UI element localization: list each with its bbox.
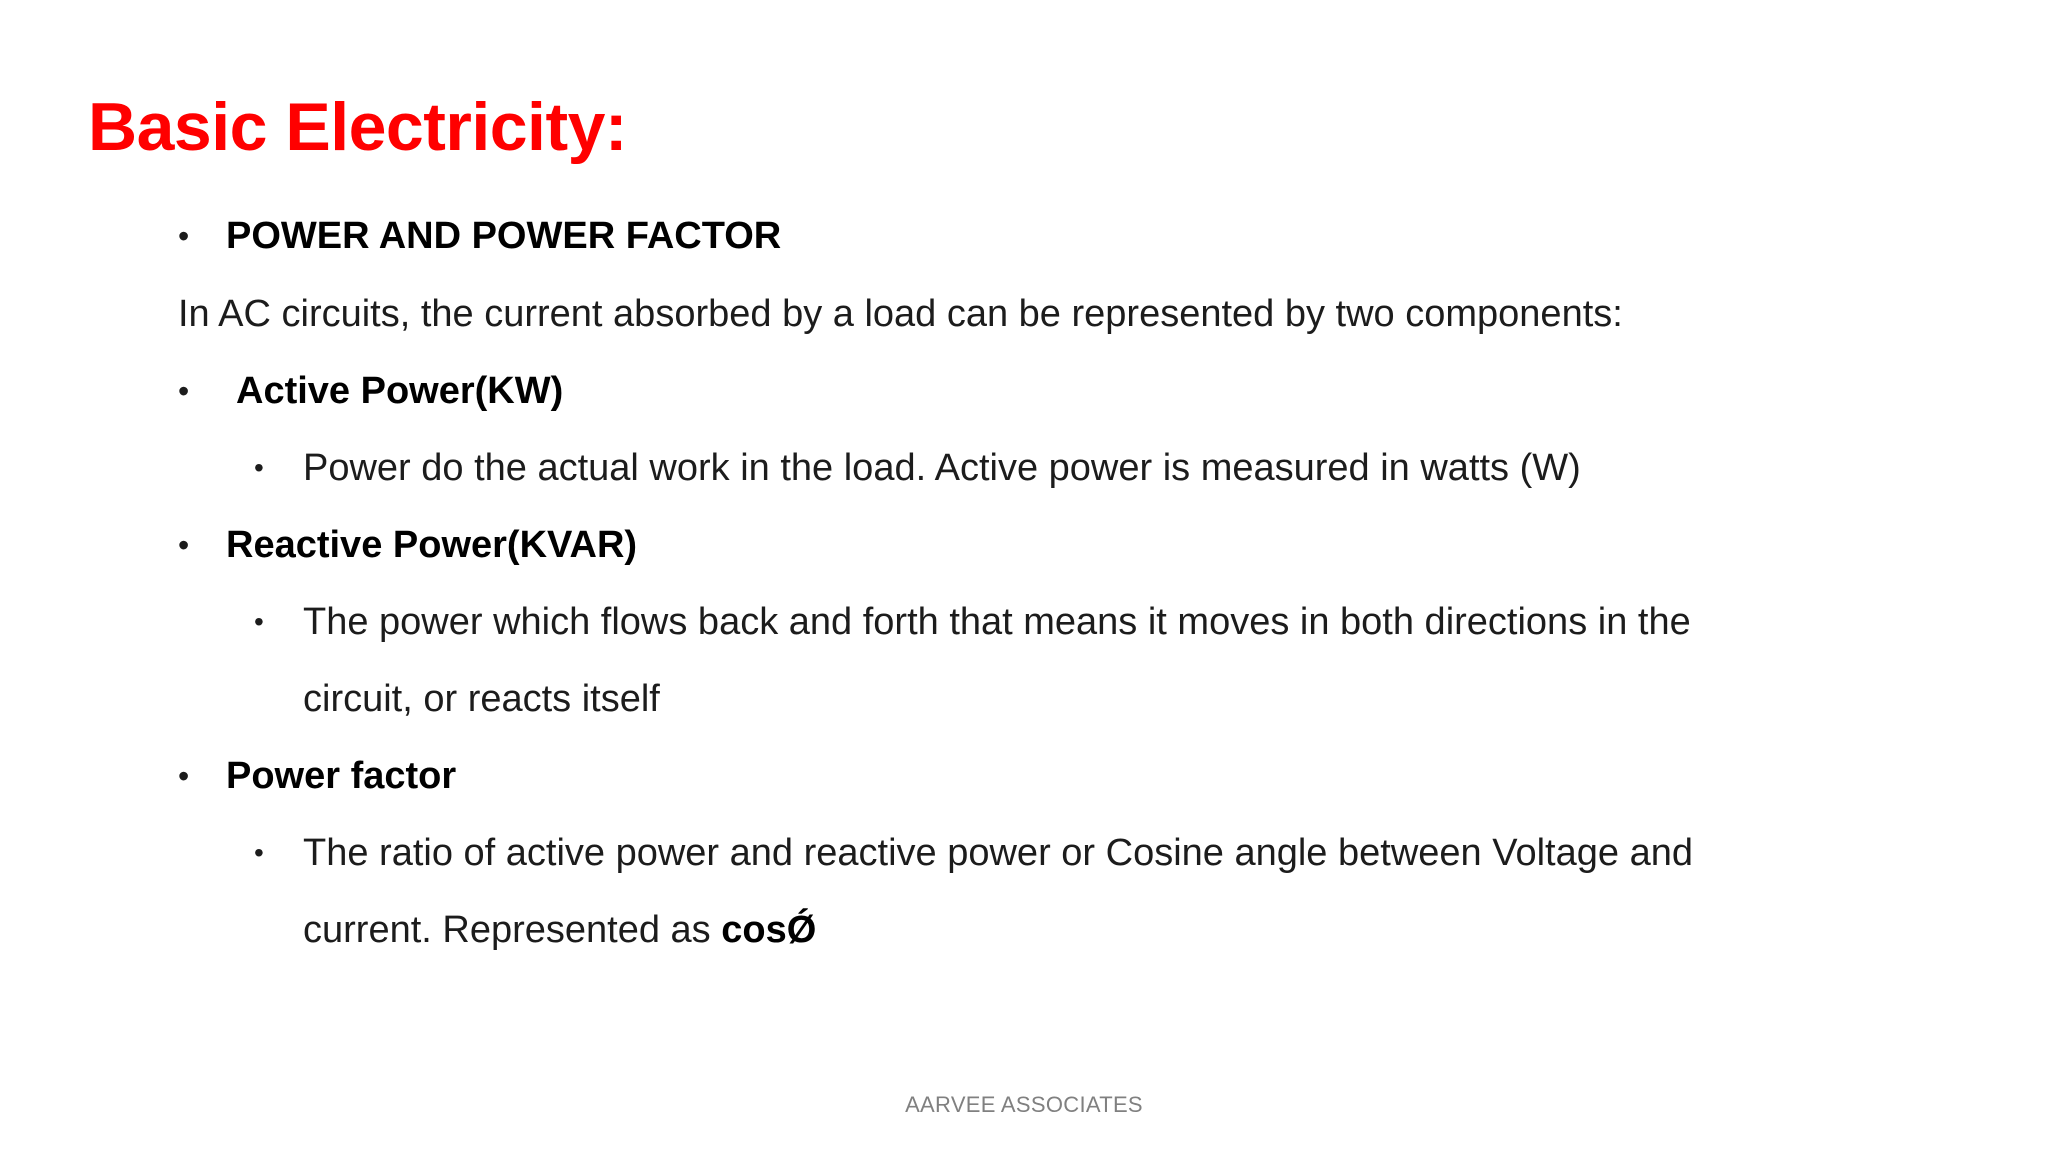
bullet-icon: • — [254, 452, 264, 483]
active-power-label: Active Power(KW) — [236, 370, 564, 412]
power-factor-description-line1: The ratio of active power and reactive power or Cosine angle between Voltage and — [303, 832, 1693, 874]
bullet-icon: • — [254, 606, 264, 637]
bullet-icon: • — [254, 837, 264, 868]
bullet-icon: • — [178, 373, 190, 409]
cos-phi-symbol: cosǾ — [721, 909, 817, 951]
intro-text: In AC circuits, the current absorbed by a load can be represented by two components: — [178, 293, 1623, 335]
reactive-power-description-line1: The power which flows back and forth that means it moves in both directions in the — [303, 601, 1691, 643]
footer-text: AARVEE ASSOCIATES — [905, 1092, 1143, 1117]
power-factor-description-prefix: current. Represented as — [303, 909, 722, 951]
section-heading: POWER AND POWER FACTOR — [226, 215, 782, 257]
power-factor-label: Power factor — [226, 755, 457, 797]
active-power-description: Power do the actual work in the load. Active power is measured in watts (W) — [303, 447, 1581, 489]
reactive-power-label: Reactive Power(KVAR) — [226, 524, 638, 566]
slide-title: Basic Electricity: — [88, 89, 628, 165]
bullet-icon: • — [178, 218, 190, 254]
bullet-icon: • — [178, 527, 190, 563]
power-factor-description-line2 — [303, 906, 816, 954]
reactive-power-description-line2: circuit, or reacts itself — [303, 678, 660, 720]
bullet-icon: • — [178, 758, 190, 794]
